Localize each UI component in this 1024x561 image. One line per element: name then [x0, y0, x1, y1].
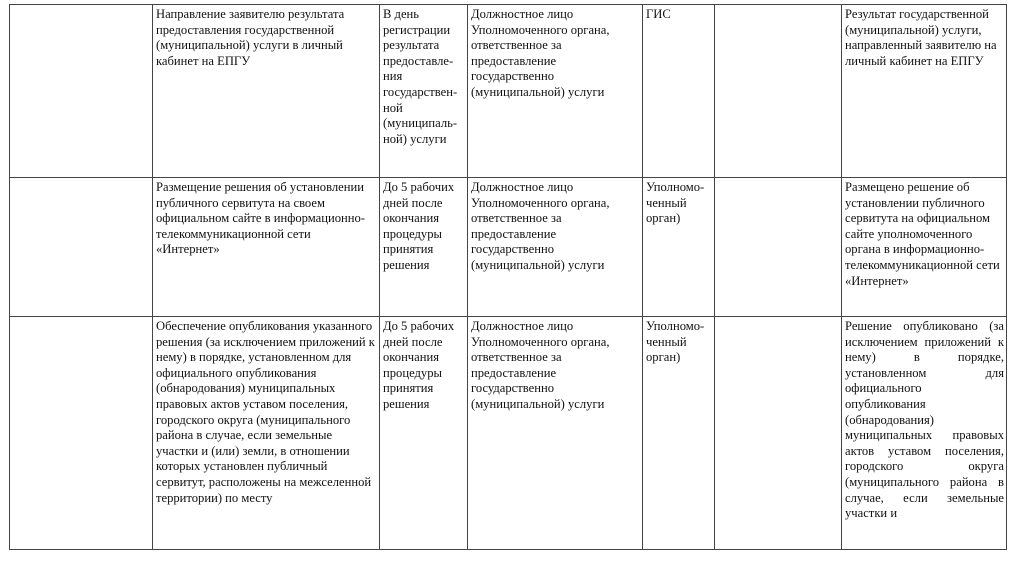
deadline-cell: До 5 рабочих дней после окончания процедуры принятия решения	[380, 317, 468, 550]
row-blank-cell	[10, 317, 153, 550]
location-cell: Уполномоченный орган)	[643, 317, 715, 550]
responsible-cell: Должностное лицо Уполномоченного органа, ответственное за предоставление государственно (муниципальной) услуги	[468, 5, 643, 178]
location-cell: ГИС	[643, 5, 715, 178]
row-blank-cell	[10, 178, 153, 317]
action-cell: Направление заявителю результата предоставления государственной (муниципальной) услуги в личный кабинет на ЕПГУ	[153, 5, 380, 178]
result-cell: Результат государственной (муниципальной) услуги, направленный заявителю на личный кабинет на ЕПГУ	[842, 5, 1007, 178]
result-cell: Размещено решение об установлении публичного сервитута на официальном сайте уполномоченного органа в информационно-телекоммуникационной сети «Интернет»	[842, 178, 1007, 317]
responsible-cell: Должностное лицо Уполномоченного органа, ответственное за предоставление государственно (муниципальной) услуги	[468, 178, 643, 317]
responsible-cell: Должностное лицо Уполномоченного органа, ответственное за предоставление государственно (муниципальной) услуги	[468, 317, 643, 550]
criteria-cell	[715, 178, 842, 317]
location-cell: Уполномоченный орган)	[643, 178, 715, 317]
deadline-cell: До 5 рабочих дней после окончания процедуры принятия решения	[380, 178, 468, 317]
table-row	[10, 317, 1007, 550]
action-cell: Размещение решения об установлении публичного сервитута на своем официальном сайте в информационно-телекоммуникационной сети «Интернет»	[153, 178, 380, 317]
row-blank-cell	[10, 5, 153, 178]
result-cell: Решение опубликовано (за исключением приложений к нему) в порядке, установленном для официального опубликования (обнародования) муниципальных правовых актов уставом поселения, городского округа (муниципального района в случае, если земельные участки и	[842, 317, 1007, 550]
table-row	[10, 178, 1007, 317]
action-cell: Обеспечение опубликования указанного решения (за исключением приложений к нему) в порядке, установленном для официального опубликования (обнародования) муниципальных правовых актов уставом поселения, городского округа (муниципального района в случае, если земельные участки и (или) земли, в отношении которых установлен публичный сервитут, расположены на межселенной территории) по месту	[153, 317, 380, 550]
deadline-cell: В день регистрации результата предоставления государственной (муниципальной) услуги	[380, 5, 468, 178]
procedure-table	[9, 4, 1007, 550]
table-row	[10, 5, 1007, 178]
criteria-cell	[715, 317, 842, 550]
criteria-cell	[715, 5, 842, 178]
